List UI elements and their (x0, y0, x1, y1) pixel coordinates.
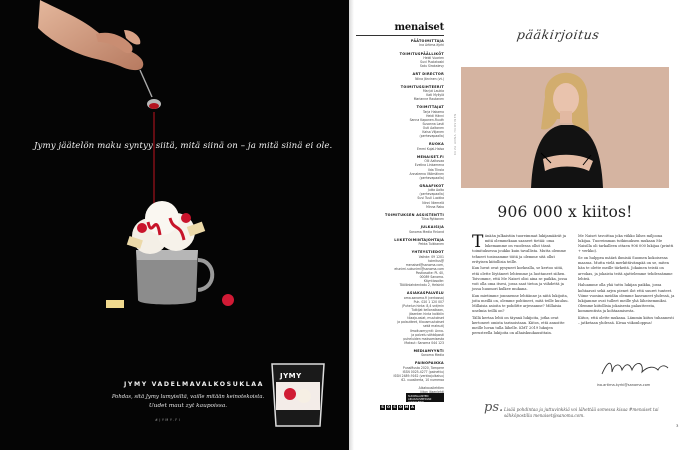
masthead-block (356, 72, 444, 81)
page-number: 3 (676, 423, 679, 428)
masthead-heading: MEDIAMYYNTI (413, 348, 444, 353)
masthead-heading: GRAAFIKOT (419, 183, 444, 188)
masthead-entry: Pekka Tuikkanen (418, 242, 444, 247)
editor-signature (598, 356, 670, 380)
masthead-entry: oma.sanoma.fi (verkossa) (403, 295, 444, 300)
masthead-column (356, 22, 444, 442)
masthead-badge: SUOMALAISTEN AIKAKAUSMEDIAN LUKIJALEHTI (406, 393, 444, 402)
masthead-entry: Outi Aaltonen (422, 126, 444, 131)
body-paragraph: Kiitos, että olette mukana. Lämmin kiitos tuhannesti – jatketaan yhdessä. Kivaa viikonloppua! (578, 315, 674, 325)
masthead-entry: ja palvelu sähköposti (411, 332, 444, 337)
masthead-entry: Sanoma Media (421, 353, 444, 358)
masthead-entry: jäsenten hinta kaikkiin (409, 312, 444, 317)
masthead-heading: PAINOPAIKKA (414, 361, 444, 366)
masthead-entry: ja palautteet, tilausmuutokset (397, 320, 444, 325)
magazine-logo: menaiset (394, 22, 444, 33)
publisher-logo (380, 405, 415, 410)
ps-mark: ps. (484, 400, 504, 415)
masthead-heading: LIIKETOIMINTAJOHTAJA (394, 237, 444, 242)
masthead-entry: Puh. 020 1 120 007 (413, 299, 444, 304)
body-column-2 (578, 234, 676, 338)
masthead-heading: TOIMITTAJAT (416, 105, 444, 110)
masthead-entry: toimitus@ (428, 258, 444, 263)
photo-credit: KUVA ANNA HUOVINEN (453, 113, 457, 155)
masthead-entry: Käyntiosoite: (423, 279, 444, 284)
masthead-entry: Evelina Linkamena (414, 163, 444, 168)
masthead-entry: menaiset@sanoma.com, (405, 262, 444, 267)
masthead-entry: Tarja Hakamo (422, 109, 444, 114)
ad-tagline-line1: Pohdas, sitä Jymy lumyisiltä, vaille mitään keinotekoista. (111, 394, 265, 400)
masthead-entry: Sanna Kaponen-Ruuth (409, 117, 444, 122)
ad-website: #JYMY.FI (155, 418, 182, 422)
masthead-heading: PÄÄTOIMITTAJA (410, 39, 444, 43)
publisher-logo-letter: M (404, 405, 409, 409)
body-paragraph: Kun mietimme jonnnenne lehtiänne ja niitä lukijoita, joita meillä on, olemme pohtineet, mitä teille kuuluu. Millaisia asioita te pohditte arjessanne? Millaisia unelmia teillä on? (472, 293, 569, 314)
masthead-entry: Aikakausilehtien (418, 386, 444, 391)
magazine-spine (349, 0, 354, 450)
editorial-body (472, 234, 676, 338)
masthead-entry: Marianne Rautanen (413, 97, 444, 102)
masthead-entry: Kati Myllylä (426, 93, 444, 98)
masthead-entry: Niina Järvinen (vt.) (415, 76, 444, 81)
masthead-entry: Ilda Tiirola (428, 167, 444, 172)
ice-cream-tub-product (270, 360, 326, 430)
body-paragraph (472, 234, 570, 265)
body-paragraph: Se on hulppea määrä ihmisiä Suomen kokoisessa maassa. Mutta vielä merkittävämpää on se, miten hän te olette meille tärkeitä. Jokainen teistä on arvokas, ja jokaista teitä ajattelemme tehdessämme lehteä. (578, 256, 673, 281)
ad-tagline (93, 393, 283, 411)
masthead-entry: Kaisa Viljanen (422, 130, 444, 135)
masthead-block (356, 155, 444, 180)
drop-cap: T (472, 232, 484, 252)
body-paragraph: Kun luvut ovat pysyneet korkealla, se kertoo siitä, että olette löytäneet lehtemme ja luottaneet siihen. Toivomme, että Me Naiset olisi aina se paikka, jossa voit olla oma itsesi, jossa saat tietoa ja viihdettä ja jossa huumori kulkee mukana. (472, 266, 568, 292)
masthead-entry: 00089 Sanoma. (419, 275, 444, 280)
masthead-entry: (perhevapaalla) (419, 175, 444, 180)
masthead-divider (356, 35, 444, 36)
masthead-entry: Maksut: Sanoma 044 123 (404, 340, 444, 345)
publisher-logo-letter: S (381, 405, 384, 409)
publisher-logo-letter: O (386, 405, 391, 409)
publisher-logo-letter: O (398, 405, 403, 409)
masthead-heading: YHTEYSTIEDOT (411, 250, 444, 255)
masthead-block (356, 361, 444, 382)
ice-cream-cup-illustration (100, 100, 270, 320)
editorial-headline: 906 000 x kiitos! (497, 203, 633, 221)
masthead-heading: TOIMITUSPÄÄLLIKÖT (399, 51, 444, 56)
masthead-block (356, 142, 444, 151)
masthead-entry: Olli Aaltovaa (424, 159, 444, 164)
masthead-block (356, 238, 444, 247)
section-title: pääkirjoitus (515, 27, 601, 42)
body-paragraph: Haluamme olla yhä tuttu lukijan paikka, jossa kohtaavat sekä arjen pienet ilot että suuret tunteet. Viime vuosina meidän olemme kasvaneet yhdessä, ja lukijamme ovat tulleet meille yhä läheisemmiksi. Olemme kiitollisia jokaisesta palautteesta, kommentista ja kohtaamisesta. (578, 283, 675, 314)
masthead-entry: Ina Artima-Kyrki (419, 43, 444, 48)
masthead-entry: Tutkijat kellonaikaan, (411, 308, 444, 313)
masthead-heading: ART DIRECTOR (412, 72, 444, 77)
body-paragraph: Tällä kertaa lehti on täynnä lukijoita, jotka ovat kertoneet omista tarinoistaan. Kiitos, että annoitte meille luvan tulla lähelle. KMT 2019 lukujen perusteella lukijoita on alhaiskuukausittain. (472, 315, 565, 336)
ad-product-name: JYMY VADELMAVALKOSUKLAA (124, 381, 265, 388)
masthead-block (356, 39, 444, 48)
tub-brand-label: JYMY (280, 372, 302, 380)
masthead-entry: PunaMusta 2020, Tampere (402, 365, 444, 370)
masthead-entry: ISSN 0025-4277 (painettu) (402, 369, 444, 374)
masthead-entry: Marjut Laukia (423, 89, 444, 94)
masthead-entry: (Puhelun hinta: 8,4 snt/min (401, 303, 444, 308)
masthead-entry: Susanna Lasti (422, 122, 444, 127)
masthead-heading: TOIMITUKSEN ASSISTENTTI (385, 212, 444, 217)
masthead-entry: Jutta Aalto (427, 188, 444, 193)
masthead-entry: etunimi.sukunimi@sanoma.com (394, 266, 444, 271)
masthead-heading: MENAISET.FI (416, 154, 444, 159)
masthead-entry: Suvi Puolakoski (420, 60, 444, 64)
masthead-entry: Suvi Tuuli Luokka (417, 196, 444, 201)
editor-email: ina.artima-kyrki@sanoma.com (596, 383, 651, 387)
masthead-entry: Emmi Kujal-Halsa (417, 146, 444, 151)
masthead-entry: Heidi Hänni (426, 113, 444, 118)
masthead-entry: tilaaja-asiat, muutokset (407, 316, 444, 321)
masthead-block (356, 291, 444, 345)
publisher-logo-letter: A (411, 405, 414, 409)
masthead-entry: Satu Sirakalevy (419, 64, 444, 69)
masthead-entry: Annaleena Välimäinen (409, 171, 444, 176)
editor-portrait-photo (461, 67, 669, 188)
masthead-block (356, 85, 444, 102)
masthead-heading: JULKAISIJA (420, 225, 444, 230)
masthead-entry: Vaihde: 09 1201 (418, 254, 444, 259)
masthead-heading: RUOKA (429, 142, 444, 147)
masthead-heading: ASIAKASPALVELU (406, 291, 444, 296)
masthead-entry: sekä maksut) (423, 324, 444, 329)
masthead-entry: Sanoma Media Finland (409, 229, 444, 234)
ps-note: Lisää pohdintaa ja juttuvinkkiä voi lähettää somessa kisaa #menaiset tai sähköpostilla menaiset@sanoma.com. (504, 407, 659, 419)
masthead-entry: Ilmoitusmyynti: Anna- (409, 328, 444, 333)
masthead-block (356, 105, 444, 138)
masthead-entry: Ninni Niemelä (422, 200, 444, 205)
masthead-block (356, 349, 444, 358)
masthead-entry: Postiosoite: PL 40, (415, 270, 444, 275)
body-column-1 (472, 234, 570, 338)
masthead-block (356, 213, 444, 222)
body-paragraph: Me Naiset tavoittaa joka viikko lähes miljoona lukijaa. Tuoreimman tutkimuksen mukaan Me Naisilla oli tarkalleen ottaen 906 000 lukijaa (printti + verkko). (578, 234, 674, 254)
masthead-block (356, 184, 444, 209)
masthead-entry: (perhevapaalla) (419, 192, 444, 197)
masthead-entry: puheluiden maksamisesta (403, 336, 444, 341)
ad-tagline-line2: Uudet maut zyt kaupoissa. (148, 403, 228, 409)
masthead-heading: TOIMITUSSIHTEERIT (400, 84, 444, 89)
masthead-entry: (perhevapaalla) (419, 134, 444, 139)
masthead-entry: 62. vuosikerta, 10 numeroa (401, 378, 444, 383)
masthead-entry: Minna Rako (426, 204, 444, 209)
masthead-block (356, 250, 444, 287)
masthead-credits (356, 39, 444, 394)
masthead-entry: Heidi Vuorien (423, 55, 444, 60)
masthead-block (356, 52, 444, 69)
masthead-entry: Töölönlahdenkatu 2, Helsinki (399, 283, 444, 288)
masthead-entry: Tiina Rytkonen (421, 217, 444, 222)
masthead-entry: ISSN 2489-9162 (verkkojulkaisu) (393, 373, 444, 378)
masthead-block (356, 225, 444, 234)
publisher-logo-letter: S (393, 405, 396, 409)
body-paragraph-text: änään julkaistiin tuoreimmat lukijamäärät ja mitä olemmekaan saaneet tietää: oma lukemamme on vuodessa ollut tässä toimituksessa joukko kuin tavallista. Mutta olemme tehneet tosissamme töitä ja olemme sitä ollut erityisen kiitollisia teille. (472, 234, 567, 264)
ad-headline: Jymy jäätelön maku syntyy siitä, mitä siinä on – ja mitä siinä ei ole. (34, 141, 333, 151)
